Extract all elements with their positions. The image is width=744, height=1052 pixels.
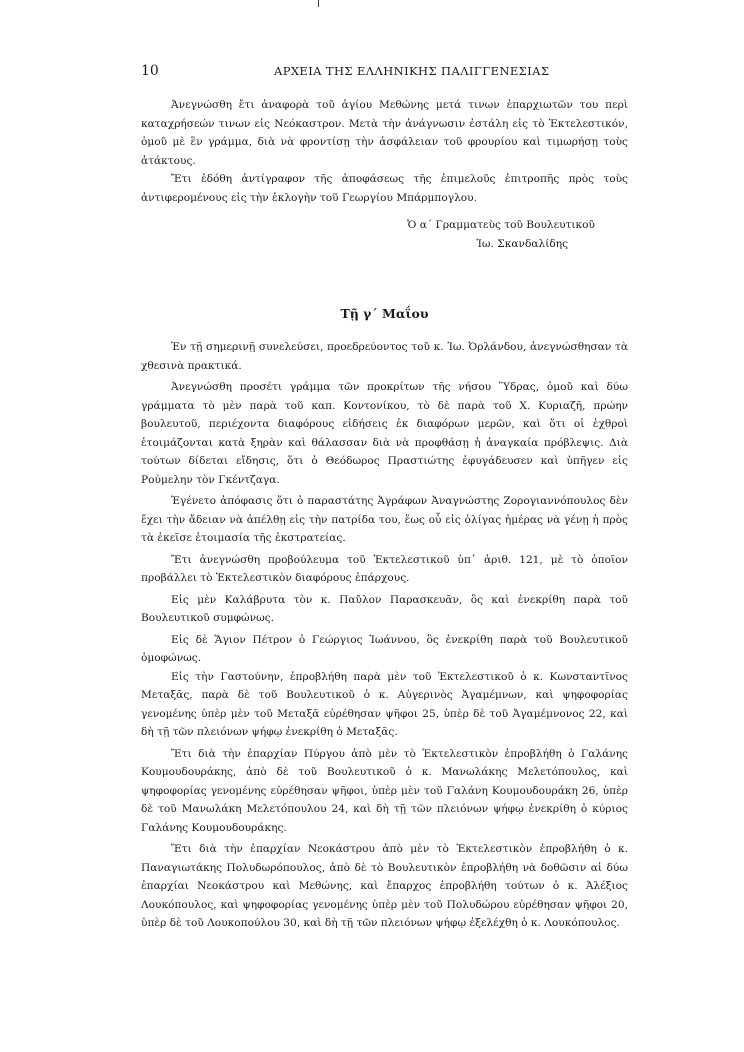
paragraph-7: Εἰς μὲν Καλάβρυτα τὸν κ. Παῦλον Παρασκευᾶν, ὃς καὶ ἐνεκρίθη παρὰ τοῦ Βουλευτικοῦ συμφώνως. — [141, 593, 628, 624]
section-heading: Τῇ γ΄ Μαΐου — [340, 306, 429, 321]
page-number: 10 — [141, 63, 159, 79]
paragraph-4: Ἀνεγνώσθη προσέτι γράμμα τῶν προκρίτων τῆς νήσου Ὕδρας, ὁμοῦ καὶ δύω γράμματα τὸ μὲν παρὰ τοῦ καπ. Κοντονίκου, τὸ δὲ παρὰ τοῦ Χ. Κυριαζῆ, πρώην βουλευτοῦ, περιέχοντα διαφόρους εἰδήσεις ἐκ διαφόρων μερῶν, καὶ ὅτι οἱ ἐχθροὶ ἑτοιμάζονται κατὰ ξηρὰν καὶ θάλασσαν διὰ νὰ προφθάσῃ ἡ ἀναγκαία πρόβλεψις. Διὰ τούτων δίδεται εἴδησις, ὅτι ὁ Θεόδωρος Πραστιώτης ἐφυγάδευσεν καὶ ὑπῆγεν εἰς Ρούμελην τὸν Γκέντζαγα. — [141, 381, 628, 486]
signature-title: Ὁ α΄ Γραμματεὺς τοῦ Βουλευτικοῦ — [407, 219, 595, 231]
paragraph-9: Εἰς τὴν Γαστούνην, ἐπροβλήθη παρὰ μὲν τοῦ Ἐκτελεστικοῦ ὁ κ. Κωνσταντῖνος Μεταξᾶς, παρὰ δὲ τοῦ Βουλευτικοῦ ὁ κ. Αὐγερινὸς Ἀγαμέμνων, καὶ ψηφοφορίας γενομένης ὑπὲρ μὲν τοῦ Μεταξᾶ εὑρέθησαν ψῆφοι 25, ὑπὲρ δὲ τοῦ Ἀγαμέμνονος 22, καὶ δὴ τῇ τῶν πλειόνων ψήφῳ ἐνεκρίθη ὁ Μεταξᾶς. — [141, 670, 628, 738]
paragraph-3: Ἐν τῇ σημερινῇ συνελεύσει, προεδρεύοντος τοῦ κ. Ἰω. Ὀρλάνδου, ἀνεγνώσθησαν τὰ χθεσινὰ πρακτικά. — [141, 341, 628, 372]
scan-mark — [318, 0, 319, 7]
paragraph-10: Ἔτι διὰ τὴν ἐπαρχίαν Πύργου ἀπὸ μὲν τὸ Ἐκτελεστικὸν ἐπροβλήθη ὁ Γαλάνης Κουμουδουράκης, ἀπὸ δὲ τοῦ Βουλευτικοῦ ὁ κ. Μανωλάκης Μελετόπουλος, καὶ ψηφοφορίας γενομένης εὑρέθησαν ψῆφοι, ὑπὲρ μὲν τοῦ Γαλάνη Κουμουδουράκη 26, ὑπὲρ δὲ τοῦ Μανωλάκη Μελετόπουλου 24, καὶ δὴ τῇ τῶν πλειόνων ψήφῳ ἐνεκρίθη ὁ κύριος Γαλάνης Κουμουδουράκης. — [141, 747, 628, 834]
paragraph-2: Ἔτι ἐδόθη ἀντίγραφον τῆς ἀποφάσεως τῆς ἐπιμελοῦς ἐπιτροπῆς πρὸς τοὺς ἀντιφερομένους εἰς τὴν ἐκλογὴν τοῦ Γεωργίου Μπάρμπογλου. — [141, 173, 628, 204]
paragraph-8: Εἰς δὲ Ἅγιον Πέτρον ὁ Γεώργιος Ἰωάννου, ὃς ἐνεκρίθη παρὰ τοῦ Βουλευτικοῦ ὁμοφώνως. — [141, 633, 628, 664]
document-body — [141, 96, 628, 933]
paragraph-11: Ἔτι διὰ τὴν ἐπαρχίαν Νεοκάστρου ἀπὸ μὲν τὸ Ἐκτελεστικὸν ἐπροβλήθη ὁ κ. Παναγιωτάκης Πολυδωρόπουλος, ἀπὸ δὲ τὸ Βουλευτικὸν ἐπροβλήθη νὰ δοθῶσιν αἱ δύω ἐπαρχίαι Νεοκάστρου καὶ Μεθώνης, καὶ ἔπαρχος ἐπροβλήθη τούτων ὁ κ. Ἀλέξιος Λουκόπουλος, καὶ ψηφοφορίας γενομένης ὑπὲρ μὲν τοῦ Πολυδώρου εὑρέθησαν ψῆφοι 20, ὑπὲρ δὲ τοῦ Λουκοπούλου 30, καὶ δὴ τῇ τῶν πλειόνων ψήφῳ ἐξελέχθη ὁ κ. Λουκόπουλος. — [141, 843, 628, 929]
signature-name: Ἰω. Σκανδαλίδης — [476, 238, 568, 250]
paragraph-6: Ἔτι ἀνεγνώσθη προβούλευμα τοῦ Ἐκτελεστικοῦ ὑπ᾽ ἀριθ. 121, μὲ τὸ ὁποῖον προβάλλει τὸ Ἐκτελεστικὸν διαφόρους ἐπάρχους. — [141, 553, 628, 584]
paragraph-5: Ἐγένετο ἀπόφασις ὅτι ὁ παραστάτης Ἀγράφων Ἀναγνώστης Ζορογιαννόπουλος δὲν ἔχει τὴν ἄδειαν νὰ ἀπέλθῃ εἰς τὴν πατρίδα του, ἕως οὗ εἰς ὀλίγας ἡμέρας νὰ γένῃ ἡ πρὸς τὰ ἐκεῖσε ἑτοιμασία τῆς ἐκστρατείας. — [141, 495, 628, 544]
paragraph-1: Ἀνεγνώσθη ἔτι ἀναφορὰ τοῦ ἁγίου Μεθώνης μετά τινων ἐπαρχιωτῶν του περὶ καταχρήσεών τινων εἰς Νεόκαστρον. Μετὰ τὴν ἀνάγνωσιν ἐστάλη εἰς τὸ Ἐκτελεστικόν, ὁμοῦ μὲ ἓν γράμμα, διὰ νὰ φροντίσῃ τὴν ἀσφάλειαν τοῦ φρουρίου καὶ τιμωρήσῃ τοὺς ἀτάκτους. — [141, 99, 628, 167]
page-header — [141, 63, 611, 81]
running-title: ΑΡΧΕΙΑ ΤΗΣ ΕΛΛΗΝΙΚΗΣ ΠΑΛΙΓΓΕΝΕΣΙΑΣ — [274, 64, 550, 78]
